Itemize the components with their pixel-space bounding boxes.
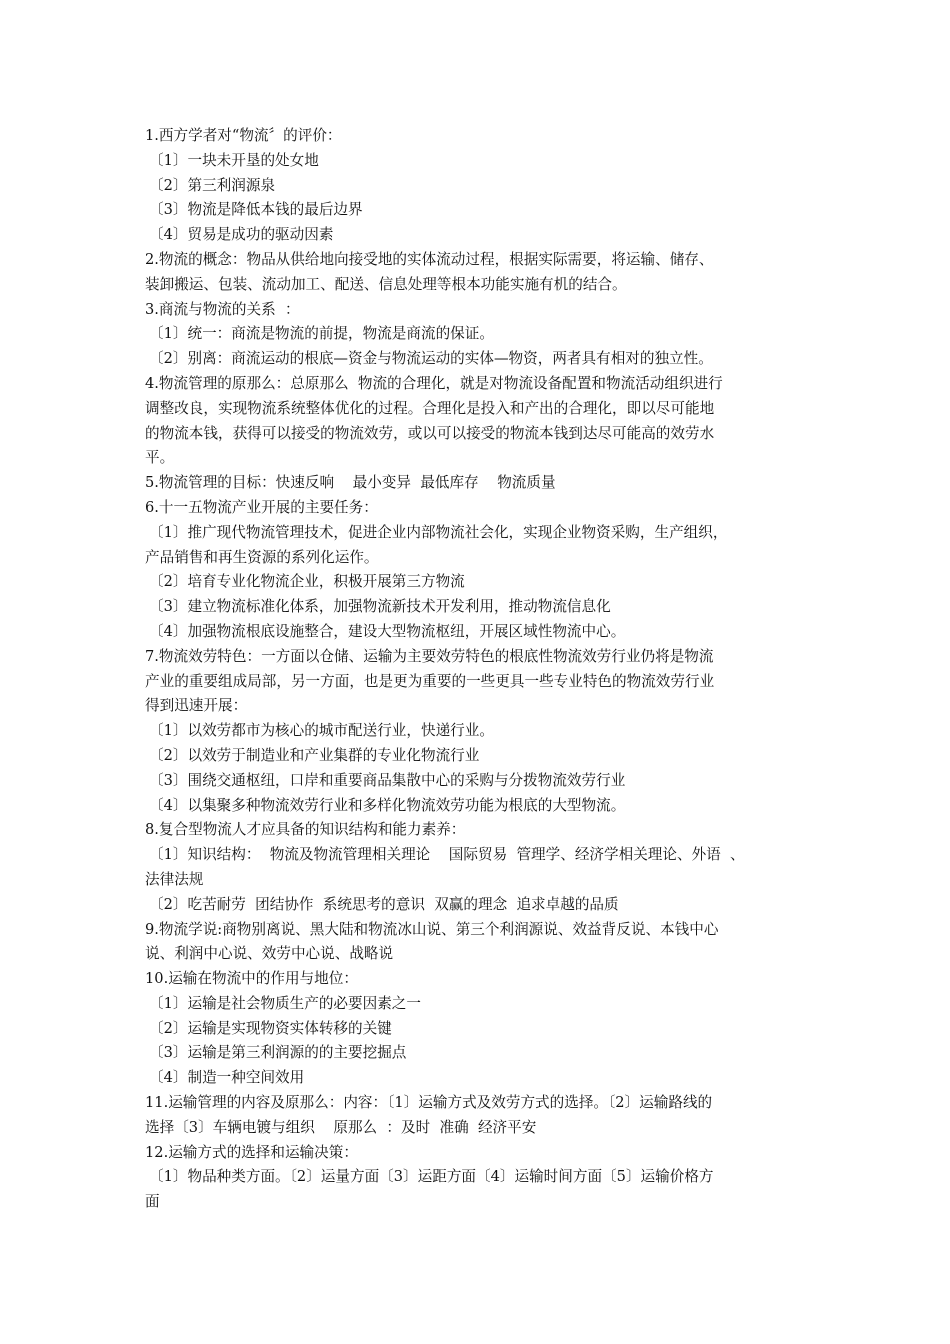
document-line: 5.物流管理的目标：快速反响 最小变异 最低库存 物流质量 <box>145 474 556 492</box>
document-line: 〔1〕知识结构： 物流及物流管理相关理论 国际贸易 管理学、经济学相关理论、外语 、 <box>149 846 745 864</box>
document-line: 〔4〕制造一种空间效用 <box>149 1069 305 1087</box>
document-line: 平。 <box>145 449 175 467</box>
document-line: 〔1〕统一：商流是物流的前提，物流是商流的保证。 <box>149 325 494 343</box>
document-line: 〔1〕一块未开垦的处女地 <box>149 151 319 169</box>
document-line: 4.物流管理的原那么：总原那么 物流的合理化，就是对物流设备配置和物流活动组织进行 <box>145 374 723 392</box>
document-line: 〔2〕以效劳于制造业和产业集群的专业化物流行业 <box>149 746 480 764</box>
document-line: 〔4〕以集聚多种物流效劳行业和多样化物流效劳功能为根底的大型物流。 <box>149 796 626 814</box>
document-line: 〔1〕推广现代物流管理技术，促进企业内部物流社会化，实现企业物资采购，生产组织， <box>149 523 728 541</box>
document-line: 6.十一五物流产业开展的主要任务： <box>145 498 378 516</box>
document-line: 〔4〕贸易是成功的驱动因素 <box>149 226 334 244</box>
document-line: 〔1〕物品种类方面。〔2〕运量方面〔3〕运距方面〔4〕运输时间方面〔5〕运输价格方 <box>149 1168 714 1186</box>
document-line: 11.运输管理的内容及原那么：内容：〔1〕运输方式及效劳方式的选择。〔2〕运输路线的 <box>145 1094 713 1112</box>
document-line: 〔2〕培育专业化物流企业，积极开展第三方物流 <box>149 573 465 591</box>
document-line: 产业的重要组成局部，另一方面，也是更为重要的一些更具一些专业特色的物流效劳行业 <box>145 672 715 690</box>
document-line: 〔2〕第三利润源泉 <box>149 176 276 194</box>
document-line: 〔3〕围绕交通枢纽，口岸和重要商品集散中心的采购与分拨物流效劳行业 <box>149 771 626 789</box>
document-line: 2.物流的概念：物品从供给地向接受地的实体流动过程，根据实际需要，将运输、储存、 <box>145 250 714 268</box>
document-line: 〔2〕吃苦耐劳 团结协作 系统思考的意识 双赢的理念 追求卓越的品质 <box>149 895 619 913</box>
document-line: 7.物流效劳特色：一方面以仓储、运输为主要效劳特色的根底性物流效劳行业仍将是物流 <box>145 647 714 665</box>
document-line: 〔1〕以效劳都市为核心的城市配送行业，快递行业。 <box>149 722 494 740</box>
document-line: 法律法规 <box>145 870 204 888</box>
document-line: 1.西方学者对“物流〞的评价： <box>145 127 342 144</box>
document-line: 的物流本钱，获得可以接受的物流效劳，或以可以接受的物流本钱到达尽可能高的效劳水 <box>145 424 715 442</box>
document-line: 9.物流学说:商物别离说、黑大陆和物流冰山说、第三个利润源说、效益背反说、本钱中心 <box>145 920 719 938</box>
document-line: 〔3〕物流是降低本钱的最后边界 <box>149 201 363 219</box>
document-line: 选择〔3〕车辆电镀与组织 原那么 ：及时 准确 经济平安 <box>145 1118 537 1136</box>
document-line: 装卸搬运、包装、流动加工、配送、信息处理等根本功能实施有机的结合。 <box>145 275 627 293</box>
document-body <box>145 124 825 1215</box>
document-line: 〔2〕别离：商流运动的根底—资金与物流运动的实体—物资，两者具有相对的独立性。 <box>149 350 713 368</box>
document-line: 调整改良，实现物流系统整体优化的过程。合理化是投入和产出的合理化，即以尽可能地 <box>145 399 715 417</box>
document-line: 〔3〕运输是第三利润源的的主要挖掘点 <box>149 1044 407 1062</box>
document-line: 说、利润中心说、效劳中心说、战略说 <box>145 945 394 963</box>
document-line: 〔3〕建立物流标准化体系，加强物流新技术开发利用，推动物流信息化 <box>149 598 611 616</box>
document-line: 10.运输在物流中的作用与地位： <box>145 970 358 988</box>
document-line: 〔1〕运输是社会物质生产的必要因素之一 <box>149 994 421 1012</box>
document-line: 面 <box>145 1193 160 1211</box>
document-line: 〔2〕运输是实现物资实体转移的关键 <box>149 1019 392 1037</box>
document-line: 12.运输方式的选择和运输决策： <box>145 1143 358 1161</box>
document-line: 8.复合型物流人才应具备的知识结构和能力素养： <box>145 821 466 839</box>
document-line: 产品销售和再生资源的系列化运作。 <box>145 548 379 566</box>
document-line: 〔4〕加强物流根底设施整合，建设大型物流枢纽，开展区域性物流中心。 <box>149 622 626 640</box>
document-line: 3.商流与物流的关系 ： <box>145 300 300 318</box>
document-line: 得到迅速开展： <box>145 697 248 715</box>
